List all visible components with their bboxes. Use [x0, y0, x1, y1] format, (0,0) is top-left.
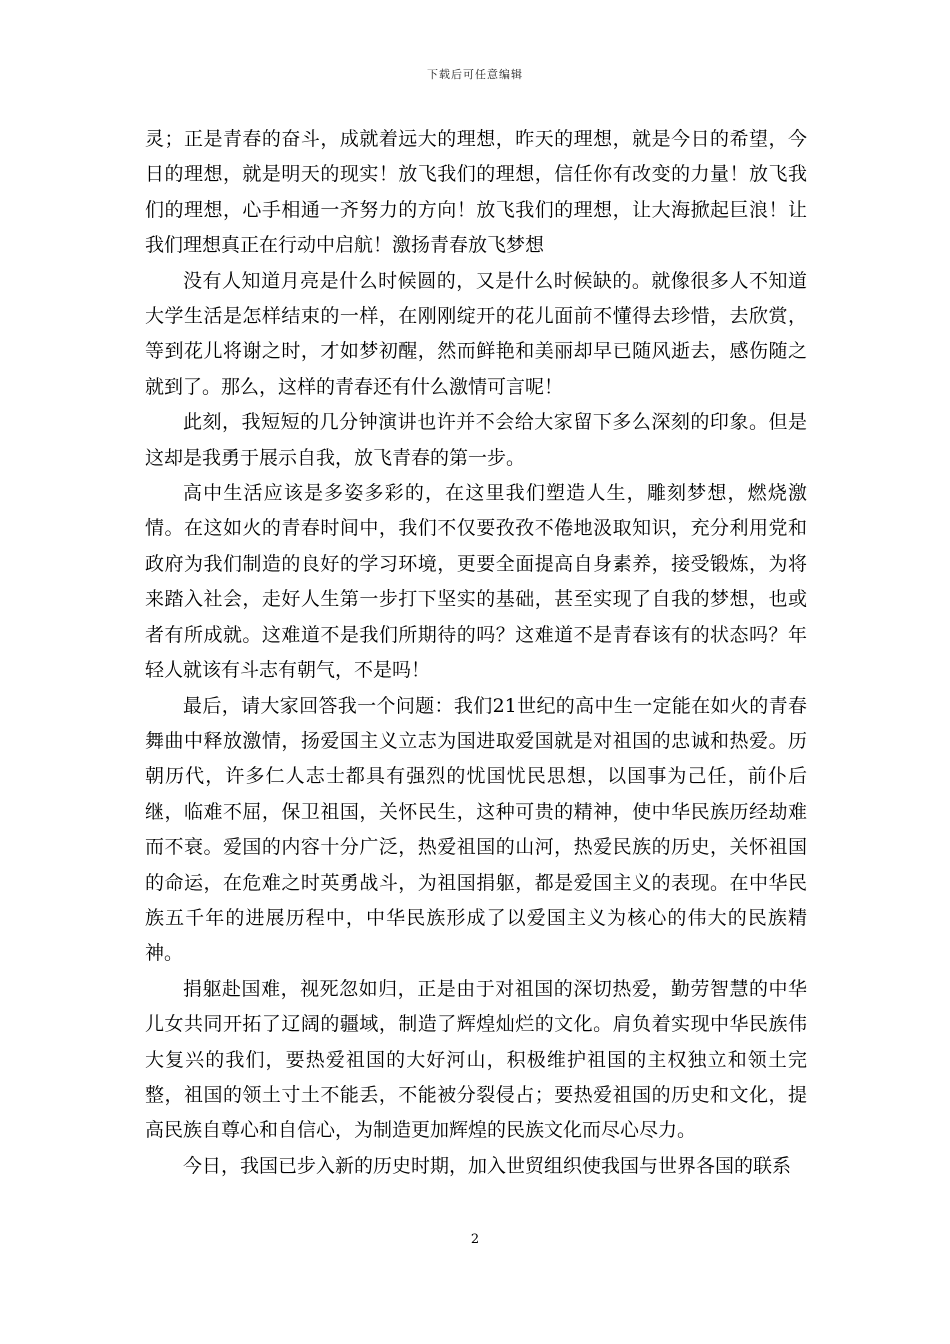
- document-body: [145, 122, 807, 1184]
- paragraph: 高中生活应该是多姿多彩的，在这里我们塑造人生，雕刻梦想，燃烧激情。在这如火的青春时间中，我们不仅要孜孜不倦地汲取知识，充分利用党和政府为我们制造的良好的学习环境，更要全面提高自身素养，接受锻炼，为将来踏入社会，走好人生第一步打下坚实的基础，甚至实现了自我的梦想，也或者有所成就。这难道不是我们所期待的吗？这难道不是青春该有的状态吗？年轻人就该有斗志有朝气，不是吗！: [145, 482, 807, 682]
- paragraph: 最后，请大家回答我一个问题：我们21世纪的高中生一定能在如火的青春舞曲中释放激情，扬爱国主义立志为国进取爱国就是对祖国的忠诚和热爱。历朝历代，许多仁人志士都具有强烈的忧国忧民思想，以国事为己任，前仆后继，临难不屈，保卫祖国，关怀民生，这种可贵的精神，使中华民族历经劫难而不衰。爱国的内容十分广泛，热爱祖国的山河，热爱民族的历史，关怀祖国的命运，在危难之时英勇战斗，为祖国捐躯，都是爱国主义的表现。在中华民族五千年的进展历程中，中华民族形成了以爱国主义为核心的伟大的民族精神。: [145, 694, 807, 965]
- paragraph: 今日，我国已步入新的历史时期，加入世贸组织使我国与世界各国的联系: [183, 1154, 792, 1177]
- paragraph: 捐躯赴国难，视死忽如归，正是由于对祖国的深切热爱，勤劳智慧的中华儿女共同开拓了辽阔的疆域，制造了辉煌灿烂的文化。肩负着实现中华民族伟大复兴的我们，要热爱祖国的大好河山，积极维护祖国的主权独立和领土完整，祖国的领土寸土不能丢，不能被分裂侵占；要热爱祖国的历史和文化，提高民族自尊心和自信心，为制造更加辉煌的民族文化而尽心尽力。: [145, 977, 807, 1142]
- page-number: 2: [470, 1232, 480, 1247]
- paragraph: 此刻，我短短的几分钟演讲也许并不会给大家留下多么深刻的印象。但是这却是我勇于展示自我，放飞青春的第一步。: [145, 411, 807, 469]
- paragraph: 没有人知道月亮是什么时候圆的，又是什么时候缺的。就像很多人不知道大学生活是怎样结束的一样，在刚刚绽开的花儿面前不懂得去珍惜，去欣赏，等到花儿将谢之时，才如梦初醒，然而鲜艳和美丽却早已随风逝去，感伤随之就到了。那么，这样的青春还有什么激情可言呢！: [145, 269, 807, 398]
- paragraph-continuation: 灵；正是青春的奋斗，成就着远大的理想，昨天的理想，就是今日的希望，今日的理想，就是明天的现实！放飞我们的理想，信任你有改变的力量！放飞我们的理想，心手相通一齐努力的方向！放飞我们的理想，让大海掀起巨浪！让我们理想真正在行动中启航！激扬青春放飞梦想: [145, 128, 807, 257]
- header-note: 下载后可任意编辑: [427, 68, 523, 81]
